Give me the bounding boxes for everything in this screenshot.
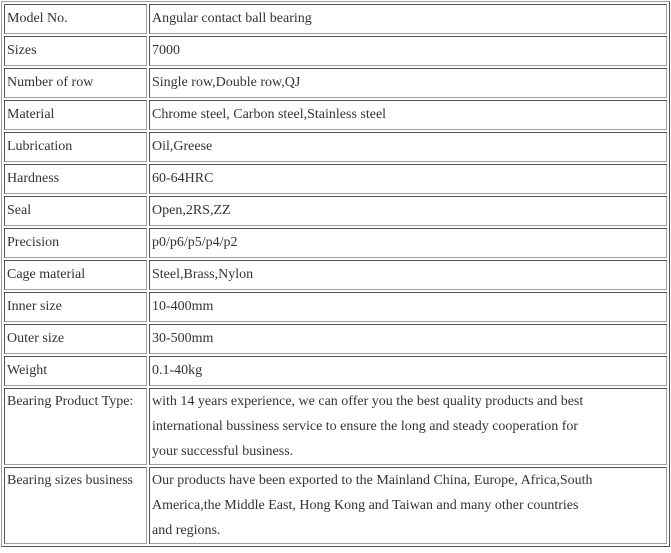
product-type-line: your successful business. — [152, 444, 294, 459]
bearing-spec-table — [1, 1, 670, 547]
row-value-product-type — [149, 388, 667, 465]
table-row — [4, 467, 667, 544]
row-label-outer-size: Outer size — [4, 324, 147, 354]
sizes-business-line: America,the Middle East, Hong Kong and Taiwan and many other countries — [152, 498, 579, 513]
row-label-sizes-business: Bearing sizes business — [4, 467, 147, 544]
row-value-number-of-row: Single row,Double row,QJ — [149, 68, 667, 98]
table-row — [4, 292, 667, 322]
row-label-cage-material: Cage material — [4, 260, 147, 290]
row-label-sizes: Sizes — [4, 36, 147, 66]
table-row — [4, 196, 667, 226]
product-type-line: with 14 years experience, we can offer you the best quality products and best — [152, 394, 584, 409]
row-label-material: Material — [4, 100, 147, 130]
row-value-seal: Open,2RS,ZZ — [149, 196, 667, 226]
row-label-product-type: Bearing Product Type: — [4, 388, 147, 465]
table-row — [4, 36, 667, 66]
row-label-weight: Weight — [4, 356, 147, 386]
table-row — [4, 324, 667, 354]
row-value-sizes: 7000 — [149, 36, 667, 66]
row-label-inner-size: Inner size — [4, 292, 147, 322]
table-row — [4, 132, 667, 162]
row-value-lubrication: Oil,Greese — [149, 132, 667, 162]
row-value-outer-size: 30-500mm — [149, 324, 667, 354]
table-row — [4, 260, 667, 290]
table-row — [4, 4, 667, 34]
table-row — [4, 356, 667, 386]
row-value-cage-material: Steel,Brass,Nylon — [149, 260, 667, 290]
row-value-weight: 0.1-40kg — [149, 356, 667, 386]
table-row — [4, 228, 667, 258]
table-row — [4, 388, 667, 465]
row-label-precision: Precision — [4, 228, 147, 258]
row-value-material: Chrome steel, Carbon steel,Stainless steel — [149, 100, 667, 130]
row-value-inner-size: 10-400mm — [149, 292, 667, 322]
row-value-model-no: Angular contact ball bearing — [149, 4, 667, 34]
row-value-sizes-business — [149, 467, 667, 544]
row-value-hardness: 60-64HRC — [149, 164, 667, 194]
product-type-line: international bussiness service to ensure the long and steady cooperation for — [152, 419, 579, 434]
sizes-business-line: Our products have been exported to the Mainland China, Europe, Africa,South — [152, 473, 593, 488]
row-label-hardness: Hardness — [4, 164, 147, 194]
row-label-lubrication: Lubrication — [4, 132, 147, 162]
table-row — [4, 100, 667, 130]
sizes-business-line: and regions. — [152, 523, 221, 538]
row-label-model-no: Model No. — [4, 4, 147, 34]
row-label-seal: Seal — [4, 196, 147, 226]
table-row — [4, 164, 667, 194]
table-row — [4, 68, 667, 98]
row-value-precision: p0/p6/p5/p4/p2 — [149, 228, 667, 258]
row-label-number-of-row: Number of row — [4, 68, 147, 98]
